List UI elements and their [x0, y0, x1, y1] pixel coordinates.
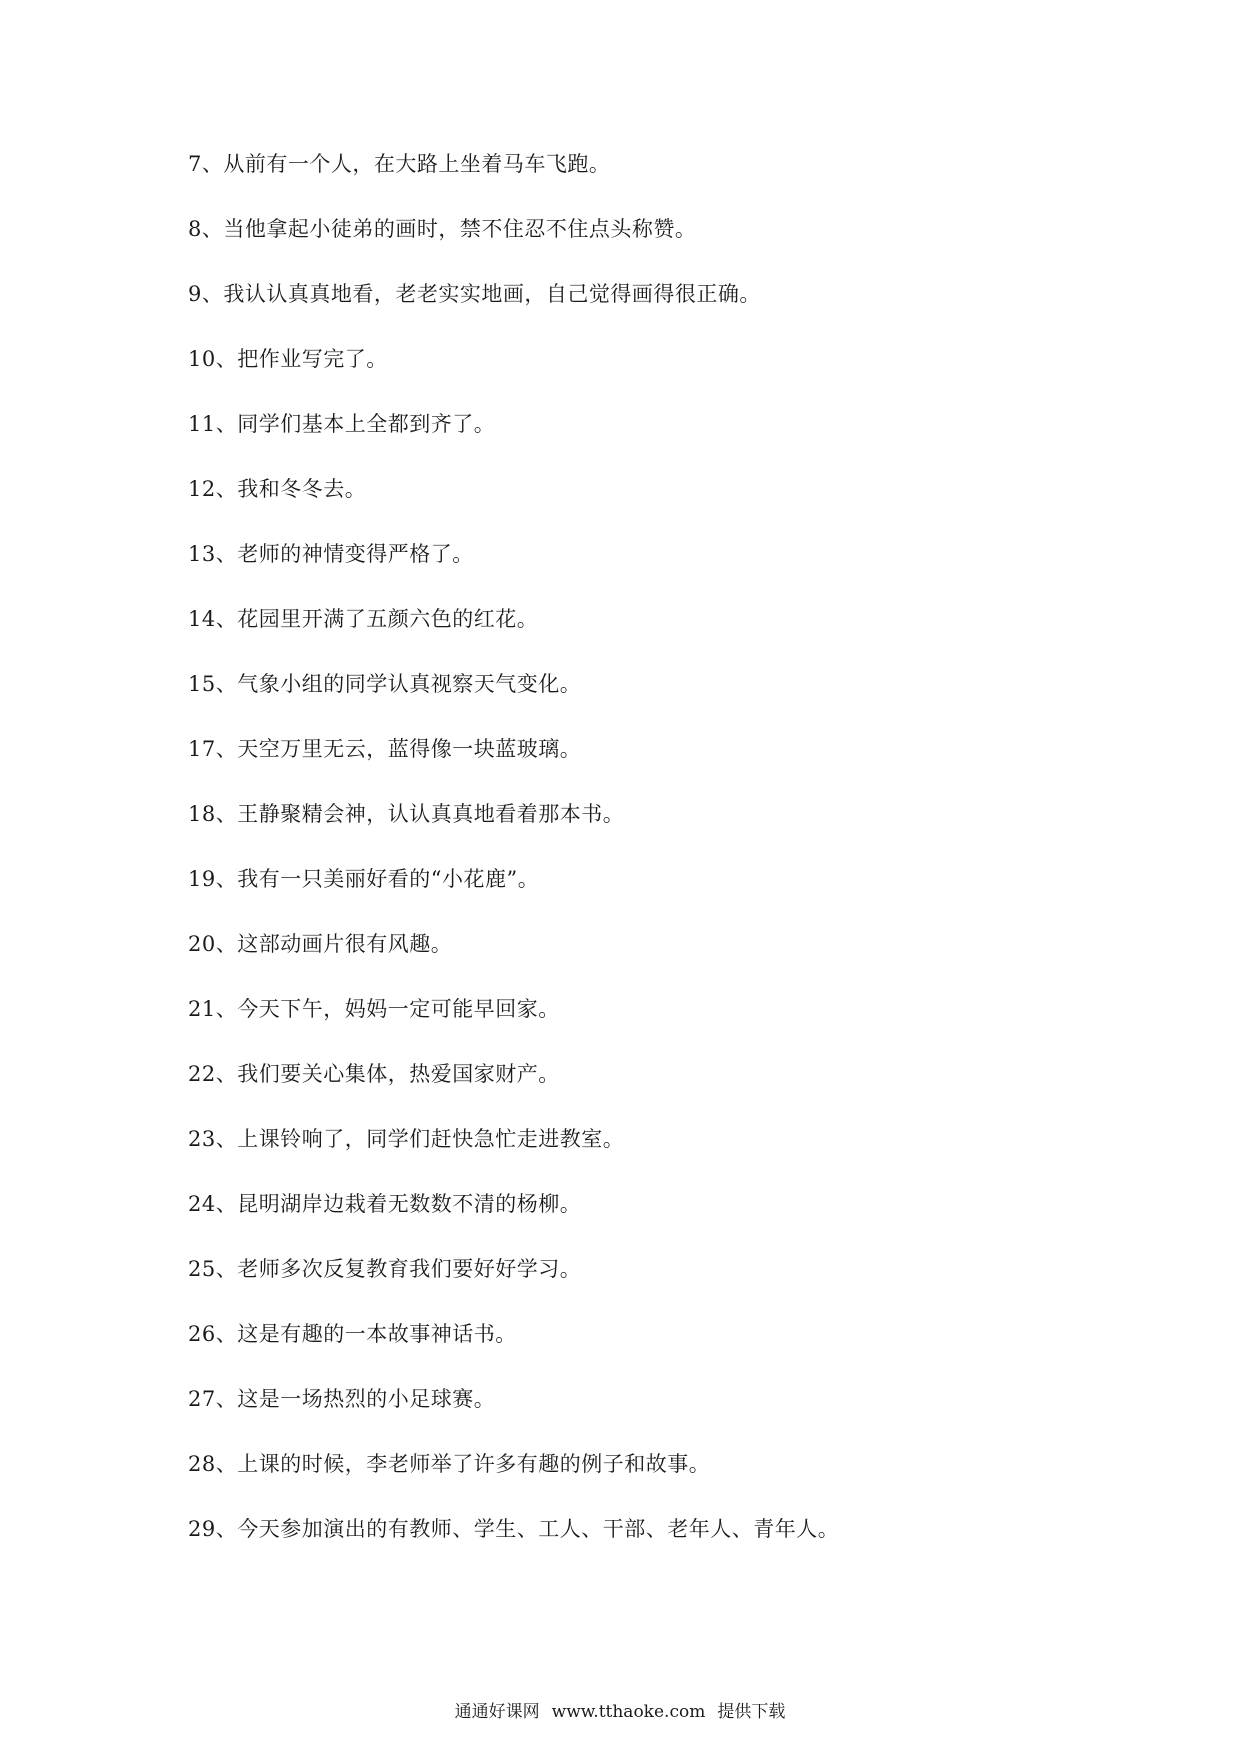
sentence-item: [188, 148, 839, 213]
sentence-item: [188, 408, 839, 473]
sentence-item: [188, 473, 839, 538]
sentence-item: [188, 1123, 839, 1188]
sentence-number: 23: [188, 1127, 216, 1151]
sentence-text: 天空万里无云，蓝得像一块蓝玻璃。: [237, 737, 582, 761]
sentence-item: [188, 798, 839, 863]
sentence-text: 这是一场热烈的小足球赛。: [237, 1387, 496, 1411]
sentence-number: 8: [188, 217, 202, 241]
sentence-text: 当他拿起小徒弟的画时，禁不住忍不住点头称赞。: [223, 217, 697, 241]
sentence-text: 老师的神情变得严格了。: [237, 542, 474, 566]
sentence-number: 10: [188, 347, 216, 371]
sentence-text: 今天参加演出的有教师、学生、工人、干部、老年人、青年人。: [237, 1517, 840, 1541]
sentence-separator: 、: [215, 932, 238, 956]
sentence-item: [188, 1383, 839, 1448]
sentence-number: 29: [188, 1517, 216, 1541]
footer-suffix: 提供下载: [717, 1702, 786, 1722]
sentence-text: 老师多次反复教育我们要好好学习。: [237, 1257, 582, 1281]
sentence-number: 17: [188, 737, 216, 761]
sentence-text: 昆明湖岸边栽着无数数不清的杨柳。: [237, 1192, 582, 1216]
sentence-item: [188, 538, 839, 603]
sentence-text: 把作业写完了。: [237, 347, 388, 371]
sentence-text: 这是有趣的一本故事神话书。: [237, 1322, 517, 1346]
sentence-separator: 、: [215, 1192, 238, 1216]
sentence-number: 21: [188, 997, 216, 1021]
sentence-number: 27: [188, 1387, 216, 1411]
sentence-item: [188, 278, 839, 343]
sentence-separator: 、: [215, 997, 238, 1021]
sentence-text: 同学们基本上全都到齐了。: [237, 412, 496, 436]
sentence-text: 上课铃响了，同学们赶快急忙走进教室。: [237, 1127, 625, 1151]
sentence-separator: 、: [215, 1322, 238, 1346]
sentence-text: 我有一只美丽好看的“小花鹿”。: [237, 867, 540, 891]
sentence-item: [188, 213, 839, 278]
sentence-item: [188, 1188, 839, 1253]
sentence-text: 这部动画片很有风趣。: [237, 932, 453, 956]
footer-site-name: 通通好课网: [454, 1702, 540, 1722]
sentence-separator: 、: [215, 672, 238, 696]
sentence-separator: 、: [215, 1062, 238, 1086]
sentence-item: [188, 668, 839, 733]
sentence-text: 我认认真真地看，老老实实地画，自己觉得画得很正确。: [223, 282, 761, 306]
sentence-list: [188, 148, 839, 1578]
sentence-number: 15: [188, 672, 216, 696]
sentence-text: 我和冬冬去。: [237, 477, 367, 501]
sentence-number: 24: [188, 1192, 216, 1216]
sentence-item: [188, 733, 839, 798]
sentence-separator: 、: [215, 1257, 238, 1281]
footer-url[interactable]: www.tthaoke.com: [551, 1702, 706, 1722]
sentence-text: 花园里开满了五颜六色的红花。: [237, 607, 539, 631]
sentence-item: [188, 928, 839, 993]
sentence-separator: 、: [215, 412, 238, 436]
sentence-number: 13: [188, 542, 216, 566]
sentence-item: [188, 1448, 839, 1513]
sentence-text: 上课的时候，李老师举了许多有趣的例子和故事。: [237, 1452, 711, 1476]
sentence-text: 气象小组的同学认真视察天气变化。: [237, 672, 582, 696]
sentence-separator: 、: [215, 607, 238, 631]
sentence-number: 25: [188, 1257, 216, 1281]
sentence-item: [188, 1513, 839, 1578]
sentence-number: 7: [188, 152, 202, 176]
sentence-text: 从前有一个人，在大路上坐着马车飞跑。: [223, 152, 611, 176]
sentence-separator: 、: [201, 152, 224, 176]
sentence-item: [188, 1318, 839, 1383]
sentence-separator: 、: [215, 737, 238, 761]
sentence-item: [188, 1253, 839, 1318]
sentence-item: [188, 1058, 839, 1123]
sentence-separator: 、: [215, 867, 238, 891]
sentence-item: [188, 863, 839, 928]
sentence-separator: 、: [215, 1387, 238, 1411]
sentence-number: 18: [188, 802, 216, 826]
sentence-separator: 、: [215, 802, 238, 826]
sentence-separator: 、: [215, 347, 238, 371]
sentence-number: 22: [188, 1062, 216, 1086]
sentence-number: 12: [188, 477, 216, 501]
sentence-separator: 、: [215, 542, 238, 566]
sentence-separator: 、: [201, 217, 224, 241]
sentence-separator: 、: [201, 282, 224, 306]
sentence-separator: 、: [215, 1452, 238, 1476]
sentence-item: [188, 343, 839, 408]
sentence-separator: 、: [215, 1517, 238, 1541]
sentence-item: [188, 993, 839, 1058]
sentence-number: 20: [188, 932, 216, 956]
sentence-number: 9: [188, 282, 202, 306]
sentence-separator: 、: [215, 477, 238, 501]
sentence-number: 28: [188, 1452, 216, 1476]
sentence-number: 14: [188, 607, 216, 631]
sentence-text: 我们要关心集体，热爱国家财产。: [237, 1062, 560, 1086]
sentence-item: [188, 603, 839, 668]
sentence-number: 19: [188, 867, 216, 891]
sentence-separator: 、: [215, 1127, 238, 1151]
sentence-text: 王静聚精会神，认认真真地看着那本书。: [237, 802, 625, 826]
sentence-text: 今天下午，妈妈一定可能早回家。: [237, 997, 560, 1021]
footer: [0, 1700, 1240, 1724]
sentence-number: 26: [188, 1322, 216, 1346]
sentence-number: 11: [188, 412, 216, 436]
